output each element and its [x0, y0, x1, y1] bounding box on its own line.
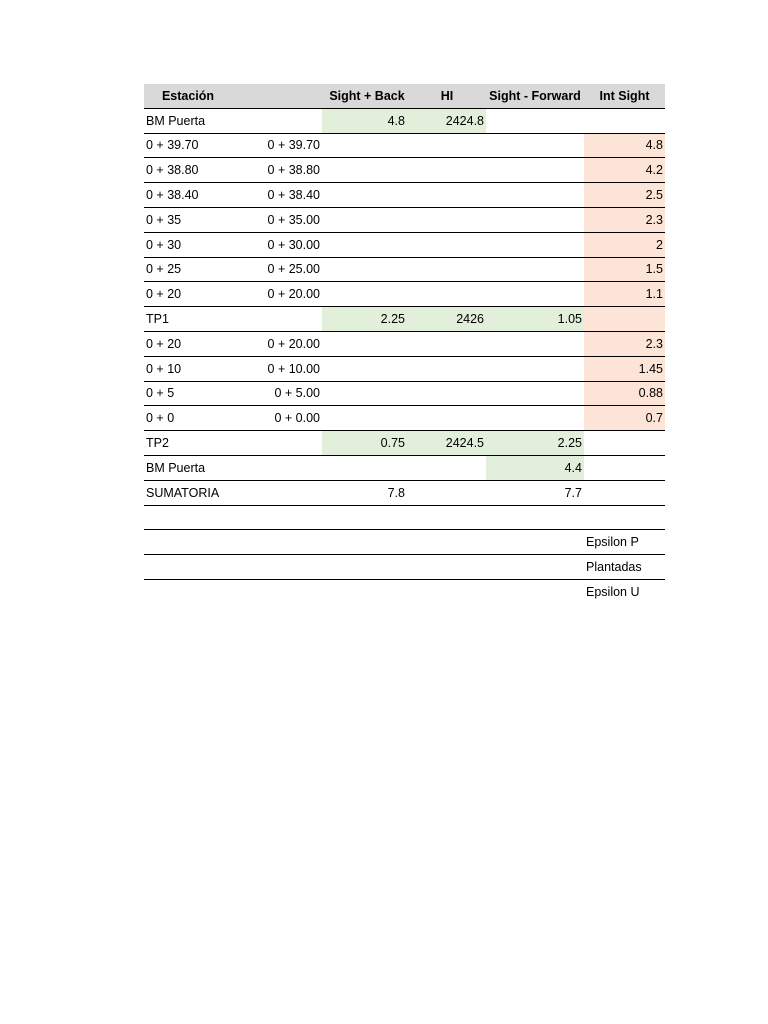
station-cell: TP1: [146, 312, 169, 327]
hi-cell: [407, 406, 486, 430]
chainage-cell: 0 + 10.00: [267, 361, 320, 376]
int-sight-cell: 0.88: [584, 382, 665, 406]
chainage-cell: 0 + 5.00: [274, 386, 320, 401]
sight-forward-cell: [486, 332, 584, 356]
int-sight-cell: 2.3: [584, 332, 665, 356]
sight-back-cell: [322, 332, 407, 356]
table-row: [144, 158, 665, 183]
chainage-cell: 0 + 0.00: [274, 411, 320, 426]
table-row: [144, 233, 665, 258]
epsilon-p-label: Epsilon P: [586, 535, 639, 550]
sight-forward-cell: [486, 406, 584, 430]
hi-cell: [407, 183, 486, 207]
header-estacion: Estación: [161, 88, 215, 103]
hi-cell: [407, 134, 486, 158]
sight-back-cell: [322, 134, 407, 158]
sight-back-cell: 4.8: [322, 109, 407, 133]
station-cell: 0 + 20: [146, 336, 182, 351]
station-cell: 0 + 38.40: [146, 188, 199, 203]
hi-cell: [407, 481, 486, 505]
hi-cell: 2424.5: [407, 431, 486, 455]
station-cell: BM Puerta: [146, 460, 206, 475]
int-sight-cell: 4.2: [584, 158, 665, 182]
table-row: [144, 382, 665, 407]
sight-back-cell: 0.75: [322, 431, 407, 455]
station-cell: 0 + 20: [146, 287, 182, 302]
hi-cell: 2424.8: [407, 109, 486, 133]
station-cell: 0 + 0: [146, 411, 175, 426]
footer-row: [144, 530, 665, 555]
blank-row: [144, 506, 665, 531]
header-hi: HI: [440, 88, 454, 103]
int-sight-cell: [584, 481, 665, 505]
chainage-cell: 0 + 39.70: [267, 138, 320, 153]
chainage-cell: [250, 456, 322, 480]
hi-cell: 2426: [407, 307, 486, 331]
chainage-cell: 0 + 25.00: [267, 262, 320, 277]
sight-forward-cell: [486, 258, 584, 282]
sight-back-cell: [322, 382, 407, 406]
hi-cell: [407, 233, 486, 257]
leveling-table: [144, 84, 665, 605]
sight-back-cell: [322, 158, 407, 182]
chainage-cell: 0 + 35.00: [267, 212, 320, 227]
station-cell: SUMATORIA: [146, 485, 220, 500]
sight-back-cell: [322, 456, 407, 480]
int-sight-cell: 0.7: [584, 406, 665, 430]
chainage-cell: [250, 307, 322, 331]
hi-cell: [407, 282, 486, 306]
station-cell: 0 + 38.80: [146, 163, 199, 178]
sight-forward-cell: 2.25: [486, 431, 584, 455]
header-sight-forward: Sight - Forward: [489, 88, 581, 103]
sight-back-cell: [322, 357, 407, 381]
hi-cell: [407, 158, 486, 182]
table-row: [144, 282, 665, 307]
int-sight-cell: [584, 307, 665, 331]
chainage-cell: 0 + 30.00: [267, 237, 320, 252]
sight-forward-cell: [486, 282, 584, 306]
int-sight-cell: 2.5: [584, 183, 665, 207]
sight-back-sum-cell: 7.8: [387, 485, 405, 500]
hi-cell: [407, 332, 486, 356]
sight-forward-cell: [486, 382, 584, 406]
table-row: [144, 406, 665, 431]
sum-row: [144, 481, 665, 506]
chainage-cell: 0 + 20.00: [267, 336, 320, 351]
chainage-cell: [250, 109, 322, 133]
sight-forward-cell: 4.4: [486, 456, 584, 480]
table-row: [144, 258, 665, 283]
sight-back-cell: [322, 233, 407, 257]
int-sight-cell: 1.1: [584, 282, 665, 306]
sight-forward-cell: 1.05: [486, 307, 584, 331]
header-int-sight: Int Sight: [599, 88, 650, 103]
header-sight-back: Sight + Back: [329, 88, 405, 103]
table-row: [144, 431, 665, 456]
int-sight-cell: [584, 109, 665, 133]
table-row: [144, 208, 665, 233]
hi-cell: [407, 382, 486, 406]
sight-back-cell: 2.25: [322, 307, 407, 331]
station-cell: BM Puerta: [146, 113, 206, 128]
int-sight-cell: [584, 431, 665, 455]
table-row: [144, 183, 665, 208]
sight-back-cell: [322, 258, 407, 282]
blank-cell: [584, 506, 665, 530]
station-cell: 0 + 35: [146, 212, 182, 227]
hi-cell: [407, 208, 486, 232]
header-row: [144, 84, 665, 109]
sight-back-cell: [322, 282, 407, 306]
sight-forward-cell: [486, 183, 584, 207]
sight-back-cell: [322, 208, 407, 232]
hi-cell: [407, 357, 486, 381]
station-cell: TP2: [146, 436, 169, 451]
footer-row: [144, 555, 665, 580]
table-row: [144, 332, 665, 357]
chainage-cell: 0 + 20.00: [267, 287, 320, 302]
chainage-cell: [250, 481, 322, 505]
table-row: [144, 109, 665, 134]
sight-forward-cell: [486, 233, 584, 257]
int-sight-cell: 2.3: [584, 208, 665, 232]
table-row: [144, 307, 665, 332]
epsilon-u-label: Epsilon U: [586, 585, 640, 600]
sight-forward-cell: [486, 109, 584, 133]
footer-row: [144, 580, 665, 605]
int-sight-cell: 1.45: [584, 357, 665, 381]
sight-forward-cell: [486, 208, 584, 232]
sight-forward-cell: [486, 158, 584, 182]
table-row: [144, 134, 665, 159]
table-row: [144, 357, 665, 382]
int-sight-cell: [584, 456, 665, 480]
station-cell: 0 + 10: [146, 361, 182, 376]
sight-back-cell: [322, 183, 407, 207]
hi-cell: [407, 258, 486, 282]
sight-back-cell: [322, 406, 407, 430]
plantadas-label: Plantadas: [586, 560, 642, 575]
table-row: [144, 456, 665, 481]
station-cell: 0 + 30: [146, 237, 182, 252]
station-cell: 0 + 39.70: [146, 138, 199, 153]
sight-forward-cell: [486, 357, 584, 381]
int-sight-cell: 1.5: [584, 258, 665, 282]
int-sight-cell: 2: [584, 233, 665, 257]
sight-forward-cell: [486, 134, 584, 158]
chainage-cell: [250, 431, 322, 455]
station-cell: 0 + 25: [146, 262, 182, 277]
sight-forward-sum-cell: 7.7: [564, 485, 582, 500]
chainage-cell: 0 + 38.80: [267, 163, 320, 178]
chainage-cell: 0 + 38.40: [267, 188, 320, 203]
hi-cell: [407, 456, 486, 480]
int-sight-cell: 4.8: [584, 134, 665, 158]
station-cell: 0 + 5: [146, 386, 175, 401]
